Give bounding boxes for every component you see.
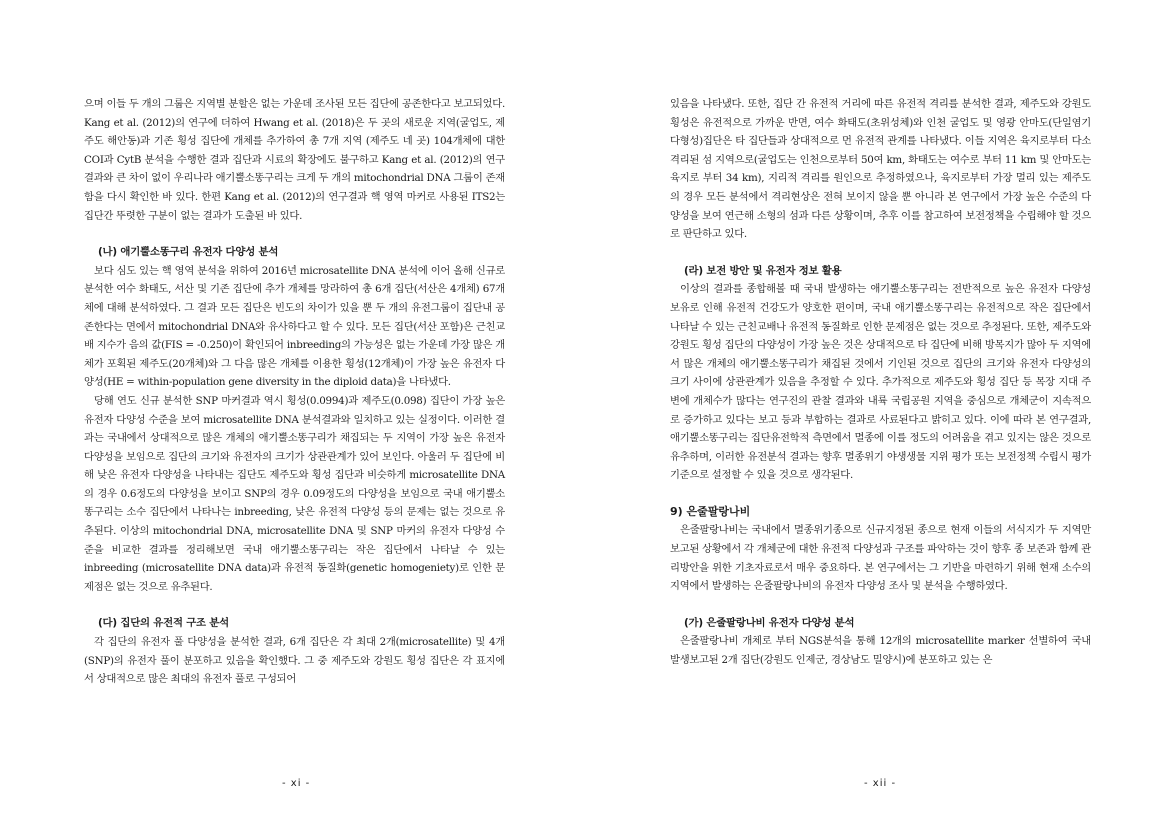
right-page bbox=[670, 95, 1091, 670]
paragraph: 보다 심도 있는 핵 영역 분석을 위하여 2016년 microsatellite DNA 분석에 이어 올해 신규로 분석한 여수 화태도, 서산 및 기존 집단에 추가 개체를 망라하여 총 6개 집단(서산은 4개체) 67개체에 대해 분석하였다. 그 결과 모든 집단은 빈도의 차이가 있을 뿐 두 개의 유전그룹이 집단내 공존한다는 면에서 mitochondrial DNA와 유사하다고 할 수 있다. 모든 집단(서산 포함)은 근친교배 지수가 음의 값(FIS = -0.250)이 확인되어 inbreeding의 가능성은 없는 가운데 가장 많은 개체가 포획된 제주도(20개체)와 그 다음 많은 개체를 이용한 횡성(12개체)이 가장 높은 유전자 다양성(HE = within-population gene diversity in the diploid data)을 나타냈다. bbox=[84, 264, 505, 389]
paragraph: 당해 연도 신규 분석한 SNP 마커결과 역시 횡성(0.0994)과 제주도(0.098) 집단이 가장 높은 유전자 다양성 수준을 보여 microsatellite DNA 분석결과와 일치하고 있는 실정이다. 이러한 결과는 국내에서 상대적으로 많은 개체의 애기뿔소똥구리가 채집되는 두 지역이 가장 높은 유전자 다양성을 보임으로 집단의 크기와 유전자의 크기가 상관관계가 있어 보인다. 아울러 두 집단에 비해 낮은 유전자 다양성을 나타내는 집단도 제주도와 횡성 집단과 비슷하게 microsatellite DNA의 경우 0.6정도의 다양성을 보이고 SNP의 경우 0.09정도의 다양성을 보임으로 국내 애기뿔소똥구리는 소수 집단에서 나타나는 inbreeding, 낮은 유전적 다양성 등의 문제는 없는 것으로 유추된다. 이상의 mitochondrial DNA, microsatellite DNA 및 SNP 마커의 유전자 다양성 수준을 비교한 결과를 정리해보면 국내 애기뿔소똥구리는 작은 집단에서 나타날 수 있는 inbreeding (microsatellite DNA data)과 유전적 동질화(genetic homogeniety)로 인한 문제점은 없는 것으로 유추된다. bbox=[84, 394, 505, 593]
paragraph: 이상의 결과를 종합해볼 때 국내 발생하는 애기뿔소똥구리는 전반적으로 높은 유전자 다양성 보유로 인해 유전적 건강도가 양호한 편이며, 국내 애기뿔소똥구리는 유전적으로 작은 집단에서 나타날 수 있는 근친교배나 유전적 동질화로 인한 문제점은 없는 것으로 추정된다. 또한, 제주도와 강원도 횡성 집단의 다양성이 가장 높은 것은 상대적으로 타 집단에 비해 방목지가 많아 두 지역에서 많은 개체의 애기뿔소똥구리가 채집된 것에서 기인된 것으로 집단의 크기와 유전자 다양성의 크기 사이에 상관관계가 있음을 추정할 수 있다. 추가적으로 제주도와 횡성 집단 등 목장 지대 주변에 개체수가 많다는 연구진의 관찰 결과와 내륙 국립공원 지역을 중심으로 개체군이 지속적으로 증가하고 있다는 보고 등과 부합하는 결과로 사료된다고 밝히고 있다. 이에 따라 본 연구결과, 애기뿔소똥구리는 집단유전학적 측면에서 멸종에 이를 정도의 어려움을 겪고 있지는 않은 것으로 유추하며, 이러한 유전분석 결과는 향후 멸종위기 야생생물 지위 평가 또는 보전정책 수립시 평가기준으로 설정할 수 있을 것으로 생각된다. bbox=[670, 283, 1091, 482]
section-heading: (라) 보전 방안 및 유전자 정보 활용 bbox=[684, 264, 842, 277]
section-heading: (다) 집단의 유전적 구조 분석 bbox=[98, 617, 229, 630]
page-number-right: - xii - bbox=[864, 778, 897, 789]
paragraph: 은줄팔랑나비 개체로 부터 NGS분석을 통해 12개의 microsatellite marker 선별하여 국내 발생보고된 2개 집단(강원도 인제군, 경상남도 밀양시)에 분포하고 있는 은 bbox=[670, 635, 1091, 667]
left-page bbox=[84, 95, 505, 689]
page-number-left: - xi - bbox=[282, 778, 311, 789]
section-heading: (나) 애기뿔소똥구리 유전자 다양성 분석 bbox=[98, 246, 279, 259]
section-heading: (가) 은줄팔랑나비 유전자 다양성 분석 bbox=[684, 616, 855, 629]
chapter-heading: 9) 은줄팔랑나비 bbox=[670, 504, 751, 518]
paragraph: 있음을 나타냈다. 또한, 집단 간 유전적 거리에 따른 유전적 격리를 분석한 결과, 제주도와 강원도 횡성은 유전적으로 가까운 반면, 여수 화태도(초위성체)와 인천 굴업도 및 영광 안마도(단일염기 다형성)집단은 타 집단들과 상대적으로 먼 유전적 관계를 나타냈다. 이들 지역은 육지로부터 다소 격리된 섬 지역으로(굴업도는 인천으로부터 50여 km, 화태도는 여수로 부터 11 km 및 안마도는 육지로 부터 34 km), 지리적 격리를 원인으로 추정하였으나, 육지로부터 가장 멀리 있는 제주도의 경우 모든 분석에서 격리현상은 전혀 보이지 않을 뿐 아니라 본 연구에서 가장 높은 수준의 다양성을 보여 연근해 소형의 섬과 다른 상황이며, 추후 이를 참고하여 보전정책을 수립해야 할 것으로 판단하고 있다. bbox=[670, 98, 1091, 241]
paragraph: 각 집단의 유전자 풀 다양성을 분석한 결과, 6개 집단은 각 최대 2개(microsatellite) 및 4개(SNP)의 유전자 풀이 분포하고 있음을 확인했다. 그 중 제주도와 강원도 횡성 집단은 각 표지에서 상대적으로 많은 최대의 유전자 풀로 구성되어 bbox=[84, 636, 505, 686]
paragraph: 은줄팔랑나비는 국내에서 멸종위기종으로 신규지정된 종으로 현재 이들의 서식지가 두 지역만 보고된 상황에서 각 개체군에 대한 유전적 다양성과 구조를 파악하는 것이 향후 종 보존과 함께 관리방안을 위한 기초자료로서 매우 중요하다. 본 연구에서는 그 기반을 마련하기 위해 현재 소수의 지역에서 발생하는 은줄팔랑나비의 유전자 다양성 조사 및 분석을 수행하였다. bbox=[670, 524, 1091, 593]
paragraph: 으며 이들 두 개의 그룹은 지역별 분할은 없는 가운데 조사된 모든 집단에 공존한다고 보고되었다. Kang et al. (2012)의 연구에 더하여 Hwang et al. (2018)은 두 곳의 새로운 지역(굴업도, 제주도 해안동)과 기존 횡성 집단에 개체를 추가하여 총 7개 지역 (제주도 네 곳) 104개체에 대한 COI과 CytB 분석을 수행한 결과 집단과 시료의 확장에도 불구하고 Kang et al. (2012)의 연구결과와 큰 차이 없이 우리나라 애기뿔소똥구리는 크게 두 개의 mitochondrial DNA 그룹이 존재함을 다시 확인한 바 있다. 한편 Kang et al. (2012)의 연구결과 핵 영역 마커로 사용된 ITS2는 집단간 뚜렷한 구분이 없는 결과가 도출된 바 있다. bbox=[84, 98, 505, 222]
